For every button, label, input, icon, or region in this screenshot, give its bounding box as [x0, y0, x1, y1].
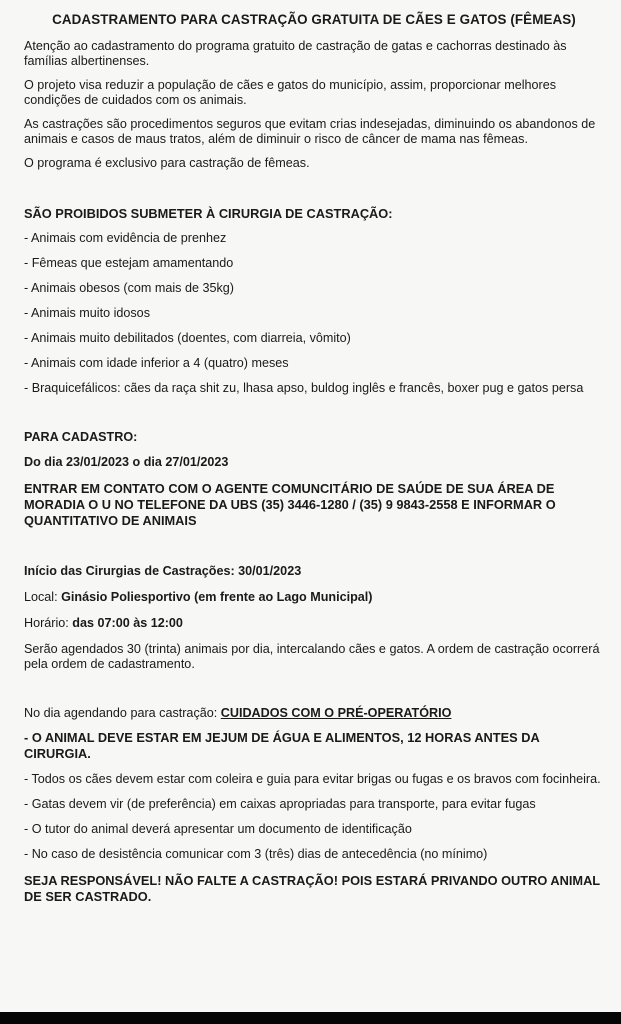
intro-paragraph: O programa é exclusivo para castração de fêmeas.	[24, 156, 310, 170]
registration-dates: Do dia 23/01/2023 o dia 27/01/2023	[24, 455, 229, 469]
list-item: - Animais muito idosos	[24, 306, 150, 320]
list-item: - Animais obesos (com mais de 35kg)	[24, 281, 234, 295]
list-item: - Animais muito debilitados (doentes, com diarreia, vômito)	[24, 331, 351, 345]
surgery-start: Início das Cirurgias de Castrações: 30/01/2023	[24, 564, 302, 578]
document-content	[24, 12, 604, 905]
surgery-local	[24, 590, 604, 605]
preop-heading: CUIDADOS COM O PRÉ-OPERATÓRIO	[220, 706, 452, 720]
preop-fasting: - O ANIMAL DEVE ESTAR EM JEJUM DE ÁGUA E ALIMENTOS, 12 HORAS ANTES DA CIRURGIA.	[24, 730, 540, 761]
list-item: - Fêmeas que estejam amamentando	[24, 256, 234, 270]
registration-contact: ENTRAR EM CONTATO COM O AGENTE COMUNCITÁRIO DE SAÚDE DE SUA ÁREA DE MORADIA O U NO TELEFONE DA UBS (35) 3446-1280 / (35) 9 9843-2558 E INFORMAR O QUANTITATIVO DE ANIMAIS	[24, 481, 556, 528]
time-label: Horário:	[24, 616, 73, 630]
time-value: das 07:00 às 12:00	[72, 616, 183, 630]
list-item: - Braquicefálicos: cães da raça shit zu, lhasa apso, buldog inglês e francês, boxer pug e gatos persa	[24, 381, 584, 395]
preop-lead-text: No dia agendando para castração:	[24, 706, 221, 720]
registration-heading: PARA CADASTRO:	[24, 430, 138, 444]
list-item: - Animais com evidência de prenhez	[24, 231, 227, 245]
intro-paragraph: O projeto visa reduzir a população de cães e gatos do município, assim, proporcionar melhores condições de cuidados com os animais.	[24, 78, 557, 107]
list-item: - No caso de desistência comunicar com 3 (três) dias de antecedência (no mínimo)	[24, 847, 488, 861]
list-item: - Animais com idade inferior a 4 (quatro) meses	[24, 356, 289, 370]
preop-lead	[24, 706, 604, 721]
list-item: - Gatas devem vir (de preferência) em caixas apropriadas para transporte, para evitar fugas	[24, 797, 536, 811]
intro-paragraph: As castrações são procedimentos seguros que evitam crias indesejadas, diminuindo os abandonos de animais e casos de maus tratos, além de diminuir o risco de câncer de mama nas fêmeas.	[24, 117, 596, 146]
surgery-schedule: Serão agendados 30 (trinta) animais por dia, intercalando cães e gatos. A ordem de castração ocorrerá pela ordem de cadastramento.	[24, 642, 600, 671]
closing-message: SEJA RESPONSÁVEL! NÃO FALTE A CASTRAÇÃO! POIS ESTARÁ PRIVANDO OUTRO ANIMAL DE SER CASTRADO.	[24, 873, 600, 904]
local-label: Local:	[24, 590, 62, 604]
prohibited-heading: SÃO PROIBIDOS SUBMETER À CIRURGIA DE CASTRAÇÃO:	[24, 206, 393, 221]
document-title: CADASTRAMENTO PARA CASTRAÇÃO GRATUITA DE CÃES E GATOS (FÊMEAS)	[52, 12, 576, 27]
local-value: Ginásio Poliesportivo (em frente ao Lago Municipal)	[61, 590, 373, 604]
surgery-time	[24, 616, 604, 631]
intro-paragraph: Atenção ao cadastramento do programa gratuito de castração de gatas e cachorras destinado às famílias albertinenses.	[24, 39, 567, 68]
prohibited-list	[24, 231, 604, 396]
list-item: - O tutor do animal deverá apresentar um documento de identificação	[24, 822, 412, 836]
preop-list	[24, 772, 604, 862]
list-item: - Todos os cães devem estar com coleira e guia para evitar brigas ou fugas e os bravos com focinheira.	[24, 772, 601, 786]
bottom-bar	[0, 1012, 621, 1024]
